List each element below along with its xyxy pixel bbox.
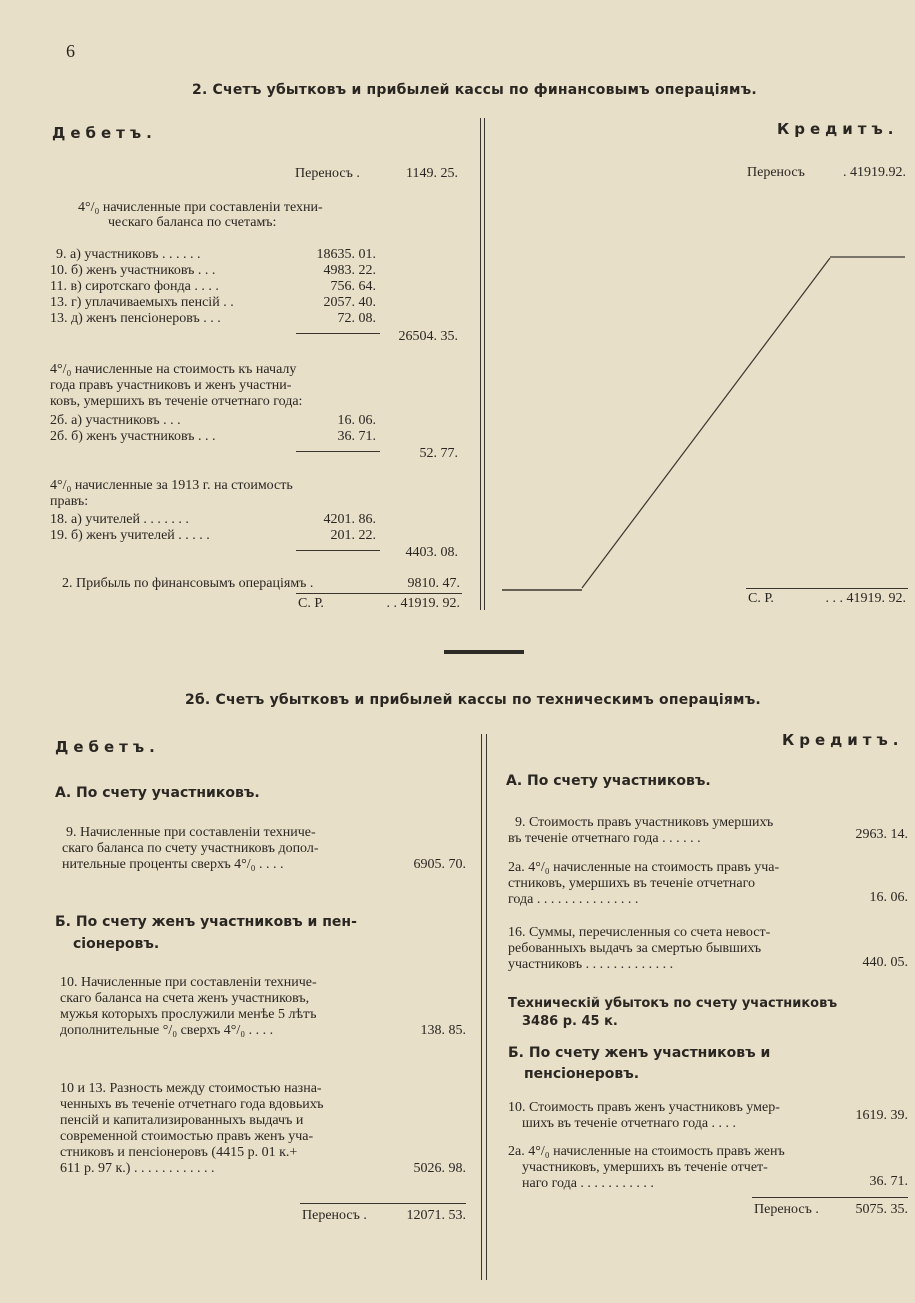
sec2-g1-value: 2057. 40.: [323, 295, 376, 310]
sec2-g1-line2: ческаго баланса по счетамъ:: [108, 215, 277, 230]
credit-item-line: 2а. 4°/₀ начисленные на стоимость правъ уча-: [508, 860, 780, 875]
sec2b-credit-B-heading-2: пенсіонеровъ.: [524, 1066, 640, 1082]
sec2b-debit-B-heading-2: сіонеровъ.: [73, 936, 160, 952]
sec2-g2-row: 2б. б) женъ участниковъ . . .: [50, 429, 216, 444]
technical-loss-amount: 3486 р. 45 к.: [522, 1014, 618, 1029]
credit-item-value: 2963. 14.: [855, 827, 908, 842]
sec2-g1-row: 13. д) женъ пенсіонеровъ . . .: [50, 311, 221, 326]
sec2-g1-value: 72. 08.: [337, 311, 376, 326]
sec2b-credit-carry-label: Переносъ .: [754, 1202, 819, 1217]
sec2b-debit-B2-value: 5026. 98.: [413, 1161, 466, 1176]
sec2-g1-line1: 4°/₀ начисленные при составленіи техни-: [78, 200, 323, 215]
sec2-credit-carry-label: Переносъ: [747, 165, 805, 180]
credit-item-value: 16. 06.: [869, 890, 908, 905]
sec2b-credit-B-heading: Б. По счету женъ участниковъ и: [508, 1045, 771, 1061]
credit-item-value: 440. 05.: [862, 955, 908, 970]
sec2-g3-line: правъ:: [50, 494, 89, 509]
sec2b-debit-B-heading: Б. По счету женъ участниковъ и пен-: [55, 914, 357, 930]
sec2-g1-row: 11. в) сиротскаго фонда . . . .: [50, 279, 219, 294]
sec2-sum-label: С. Р.: [298, 596, 324, 611]
sec2-credit-heading: Кредитъ.: [777, 120, 899, 138]
center-rule: [480, 118, 481, 610]
sec2b-credit-carry-value: 5075. 35.: [855, 1202, 908, 1217]
section-2b-title: 2б. Счетъ убытковъ и прибылей кассы по техническимъ операціямъ.: [185, 692, 761, 708]
sec2-g1-row: 10. б) женъ участниковъ . . .: [50, 263, 216, 278]
credit-item-line: 9. Стоимость правъ участниковъ умершихъ: [515, 815, 774, 830]
sec2-profit-label: 2. Прибыль по финансовымъ операціямъ .: [62, 576, 314, 591]
page-number: 6: [66, 41, 75, 61]
sec2-g3-line: 4°/₀ начисленные за 1913 г. на стоимость: [50, 478, 293, 493]
sec2b-debit-carry-value: 12071. 53.: [406, 1208, 466, 1223]
sec2b-credit-A-heading: А. По счету участниковъ.: [506, 773, 711, 789]
credit-item-line: участниковъ . . . . . . . . . . . . .: [508, 957, 674, 972]
center-rule-2: [484, 118, 485, 610]
technical-loss-line: Техническій убытокъ по счету участниковъ: [508, 996, 838, 1011]
credit-item-line: стниковъ, умершихъ въ теченіе отчетнаго: [508, 876, 756, 891]
sec2-credit-sum-label: С. Р.: [748, 591, 774, 606]
sec2-g2-total: 52. 77.: [419, 446, 458, 461]
debit-carry-rule: [300, 1203, 466, 1204]
sec2-g3-row: 18. а) учителей . . . . . . .: [50, 512, 189, 527]
total-rule: [296, 593, 462, 594]
credit-item-line: 16. Суммы, перечисленныя со счета невост-: [508, 925, 771, 940]
sec2-credit-sum-value: . . . 41919. 92.: [825, 591, 906, 606]
sec2b-debit-B-line: дополнительные °/₀ сверхъ 4°/₀ . . . .: [60, 1023, 274, 1038]
sec2b-debit-carry-label: Переносъ .: [302, 1208, 367, 1223]
section-separator: [444, 650, 524, 654]
sec2-g1-value: 756. 64.: [330, 279, 376, 294]
credit-B-item-line: 10. Стоимость правъ женъ участниковъ умер-: [508, 1100, 780, 1115]
sec2b-debit-A-line: нительные проценты сверхъ 4°/₀ . . . .: [62, 857, 284, 872]
sec2b-debit-A-line: скаго баланса по счету участниковъ допол-: [62, 841, 319, 856]
sec2-credit-carry-value: . 41919.92.: [843, 165, 906, 180]
sec2b-debit-B-line: скаго баланса на счета женъ участниковъ,: [60, 991, 310, 1006]
sec2-g1-row: 13. г) уплачиваемыхъ пенсій . .: [50, 295, 234, 310]
sec2-g1-row: 9. а) участниковъ . . . . . .: [56, 247, 201, 262]
credit-carry-rule: [752, 1197, 908, 1198]
sec2b-debit-B2-line: стниковъ и пенсіонеровъ (4415 р. 01 к.+: [60, 1145, 298, 1160]
sec2-g1-value: 18635. 01.: [316, 247, 376, 262]
credit-B-item-line: шихъ въ теченіе отчетнаго года . . . .: [522, 1116, 737, 1131]
credit-item-line: въ теченіе отчетнаго года . . . . . .: [508, 831, 701, 846]
sec2-g2-value: 16. 06.: [337, 413, 376, 428]
sec2b-debit-B-line: 10. Начисленные при составленіи техниче-: [60, 975, 317, 990]
sec2b-debit-A-heading: А. По счету участниковъ.: [55, 785, 260, 801]
sec2-g1-total: 26504. 35.: [398, 329, 458, 344]
sec2-g2-value: 36. 71.: [337, 429, 376, 444]
sec2-g2-line: года правъ участниковъ и женъ участни-: [50, 378, 292, 393]
credit-B-item-line: 2а. 4°/₀ начисленные на стоимость правъ женъ: [508, 1144, 785, 1159]
sec2b-debit-B-line: мужья которыхъ прослужили менѣе 5 лѣтъ: [60, 1007, 317, 1022]
sec2b-credit-heading: Кредитъ.: [782, 731, 904, 749]
credit-B-item-line: участниковъ, умершихъ въ теченіе отчет-: [522, 1160, 768, 1175]
credit-B-item-value: 36. 71.: [869, 1174, 908, 1189]
sec2-carry-label: Переносъ .: [295, 166, 360, 181]
credit-item-line: года . . . . . . . . . . . . . . .: [508, 892, 639, 907]
sec2-g3-row: 19. б) женъ учителей . . . . .: [50, 528, 210, 543]
subtotal-rule: [296, 451, 380, 452]
section-2-title: 2. Счетъ убытковъ и прибылей кассы по финансовымъ операціямъ.: [192, 82, 757, 98]
sec2-sum-value: . . 41919. 92.: [386, 596, 460, 611]
sec2-carry-value: 1149. 25.: [406, 166, 458, 181]
sec2b-debit-A-value: 6905. 70.: [413, 857, 466, 872]
center-rule-lower-2: [486, 734, 487, 1280]
sec2-g2-row: 2б. а) участниковъ . . .: [50, 413, 181, 428]
sec2-profit-value: 9810. 47.: [407, 576, 460, 591]
sec2b-debit-A-line: 9. Начисленные при составленіи техниче-: [66, 825, 316, 840]
credit-B-item-line: наго года . . . . . . . . . . .: [522, 1176, 654, 1191]
center-rule-lower: [481, 734, 482, 1280]
credit-total-rule: [746, 588, 908, 589]
sec2b-debit-B2-line: современной стоимостью правъ женъ уча-: [60, 1129, 314, 1144]
subtotal-rule: [296, 550, 380, 551]
sec2-g3-value: 201. 22.: [330, 528, 376, 543]
sec2-g3-total: 4403. 08.: [405, 545, 458, 560]
sec2b-debit-B-value: 138. 85.: [420, 1023, 466, 1038]
credit-B-item-value: 1619. 39.: [855, 1108, 908, 1123]
sec2b-debit-heading: Дебетъ.: [55, 738, 160, 756]
sec2-g2-line: 4°/₀ начисленные на стоимость къ началу: [50, 362, 297, 377]
credit-item-line: ребованныхъ выдачъ за смертью бывшихъ: [508, 941, 762, 956]
sec2b-debit-B2-line: 611 р. 97 к.) . . . . . . . . . . . .: [60, 1161, 215, 1176]
sec2b-debit-B2-line: 10 и 13. Разность между стоимостью назна-: [60, 1081, 322, 1096]
sec2b-debit-B2-line: ченныхъ въ теченіе отчетнаго года вдовьихъ: [60, 1097, 324, 1112]
sec2-g1-value: 4983. 22.: [323, 263, 376, 278]
sec2-debit-heading: Дебетъ.: [52, 124, 157, 142]
credit-fill-stroke: [500, 250, 910, 595]
sec2-g2-line: ковъ, умершихъ въ теченіе отчетнаго года:: [50, 394, 303, 409]
sec2-g3-value: 4201. 86.: [323, 512, 376, 527]
sec2b-debit-B2-line: пенсій и капитализированныхъ выдачъ и: [60, 1113, 304, 1128]
